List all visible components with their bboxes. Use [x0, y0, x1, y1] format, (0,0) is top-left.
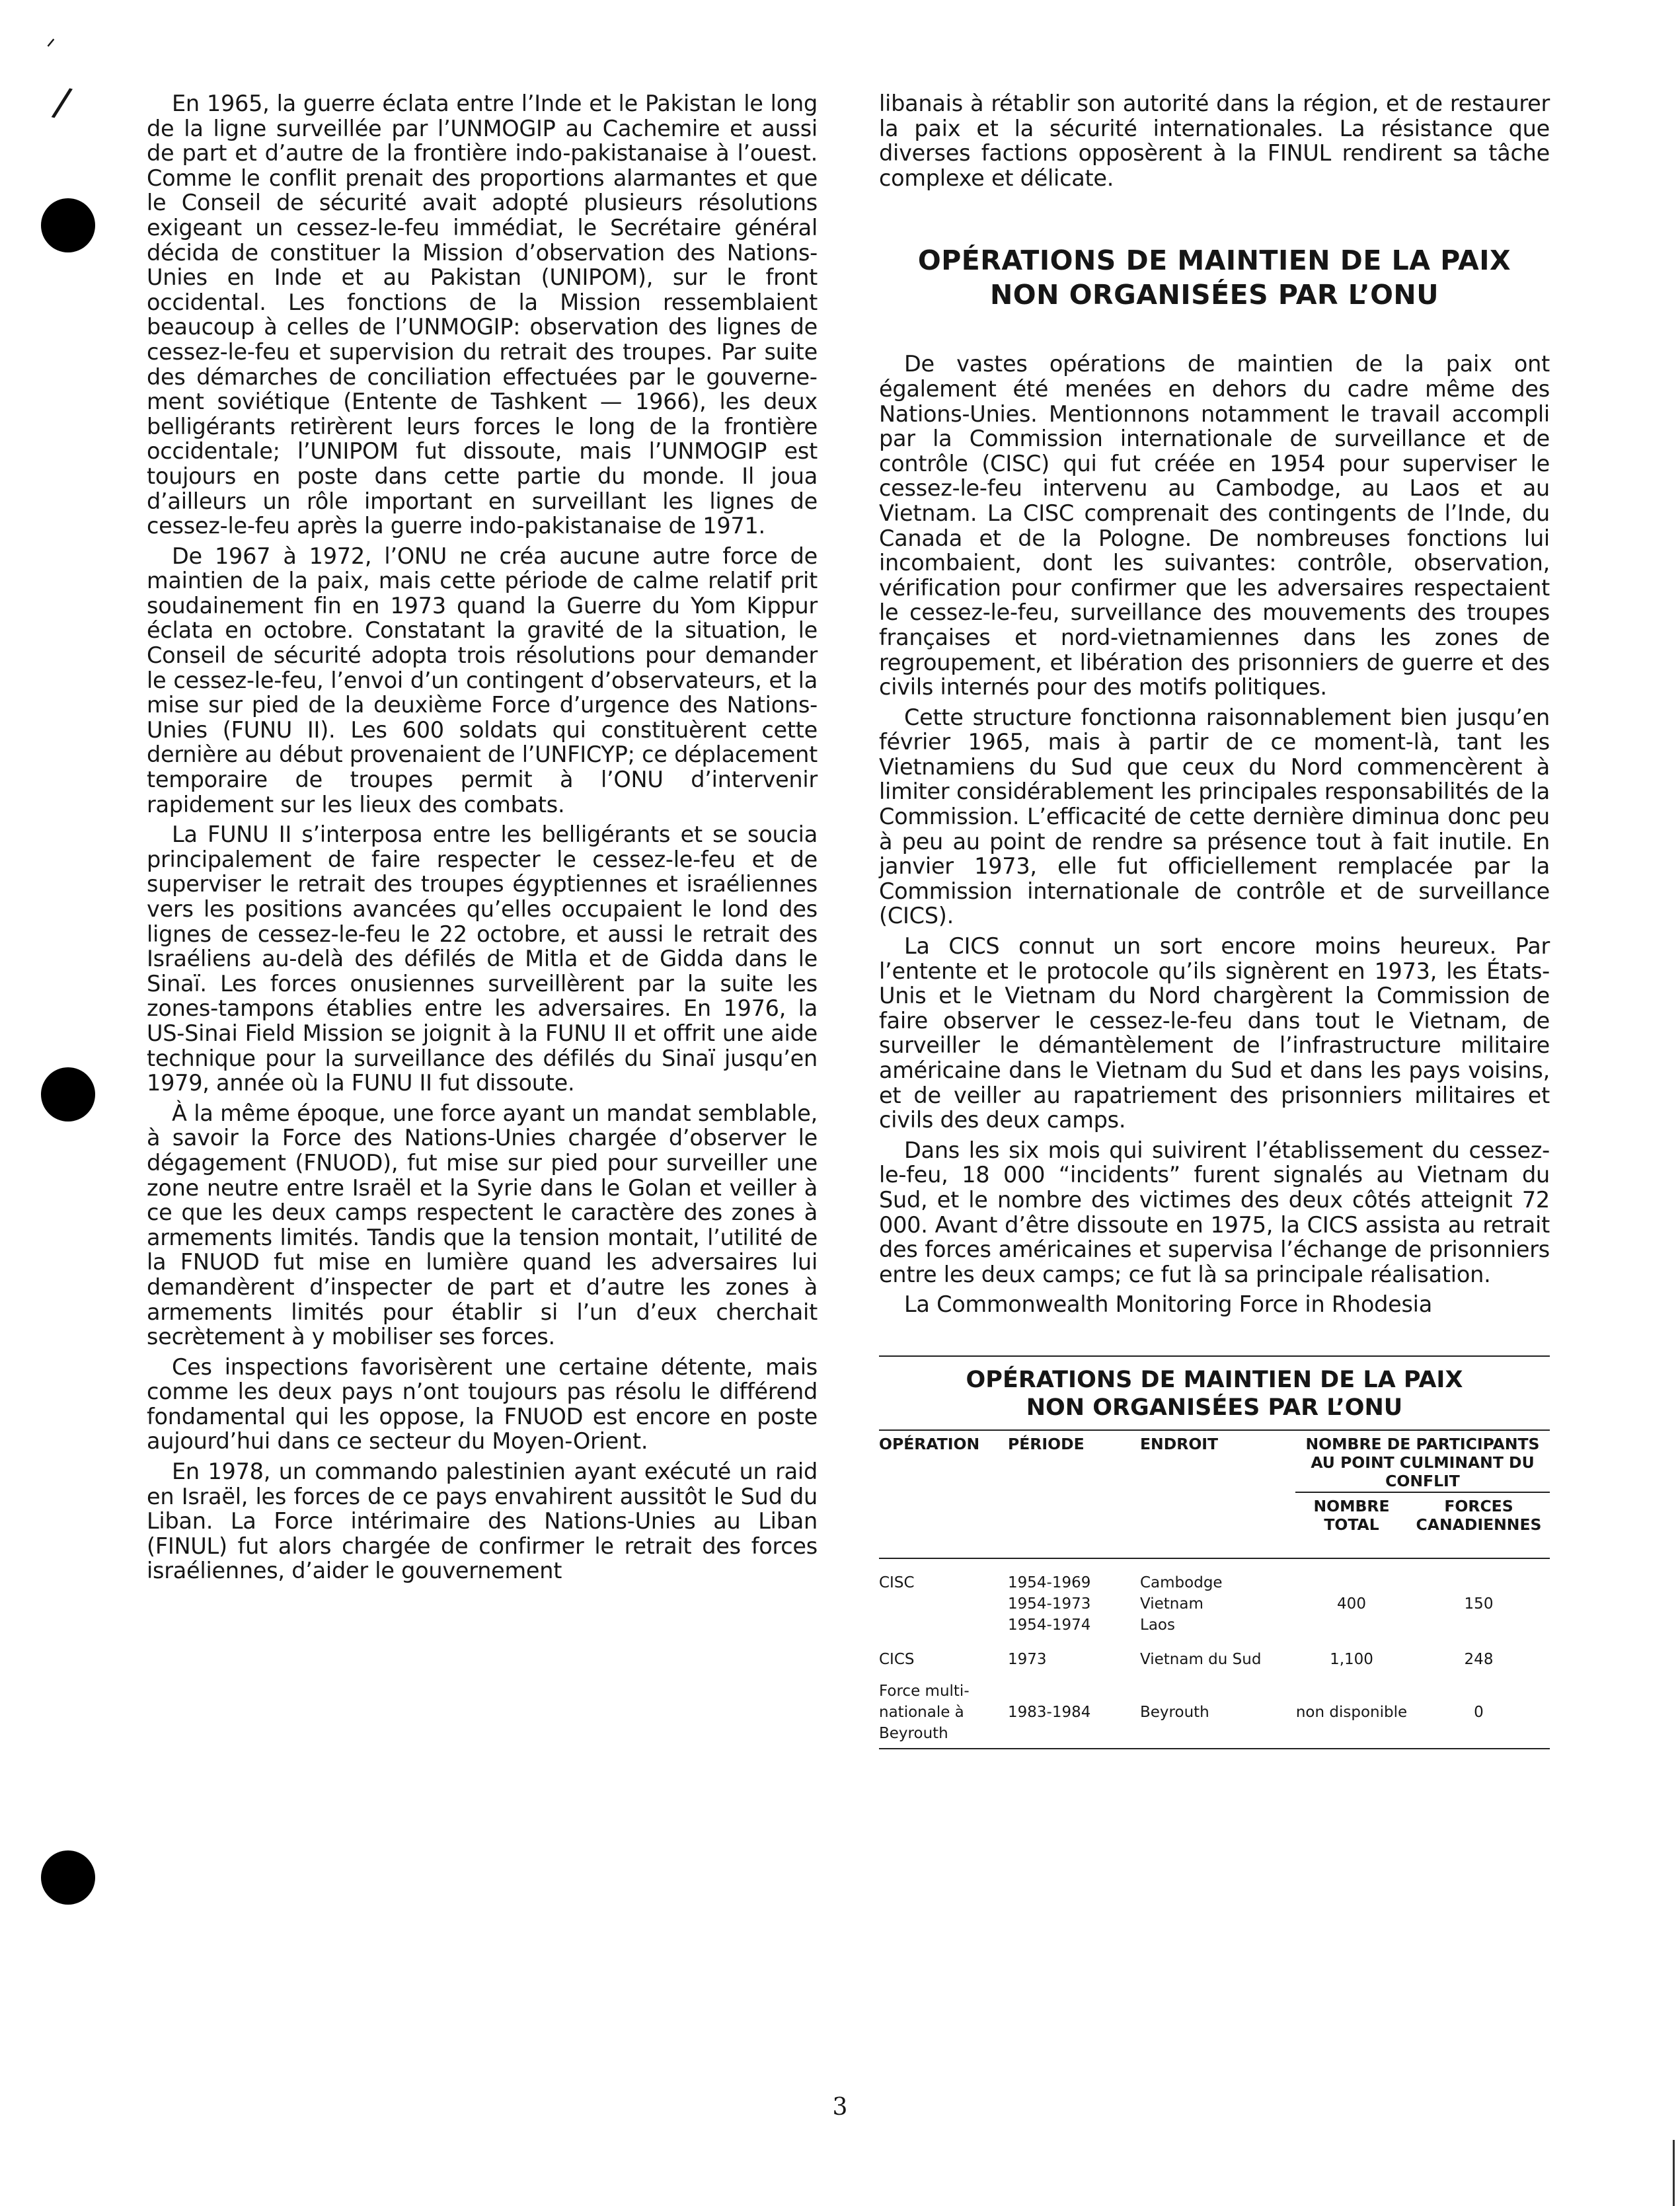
table-title-line: NON ORGANISÉES PAR L’ONU — [1026, 1394, 1403, 1421]
cell-periode: 1983-1984 — [1008, 1673, 1140, 1749]
header-forces-canadiennes: FORCES CANADIENNES — [1408, 1492, 1550, 1535]
paragraph: Dans les six mois qui suivirent l’établissement du cessez-le-feu, 18 000 “incidents” furent signalés au Vietnam du Sud, et le nombre des victimes des deux côtés atteignit 72 000. Avant d’être dissoute en 1975, la CICS assista au retrait des forces américaines et supervisa l’échange de prisonniers entre les deux camps; ce fut là sa principale réalisation. — [879, 1137, 1550, 1287]
cell-endroit: Vietnam du Sud — [1140, 1650, 1262, 1668]
punch-hole-icon — [41, 1850, 95, 1905]
cell-operation — [879, 1673, 1008, 1749]
page-number: 3 — [832, 2094, 848, 2121]
header-operation: OPÉRATION — [879, 1430, 1008, 1492]
header-participants: NOMBRE DE PARTICIPANTS AU POINT CULMINANT DU CONFLIT — [1295, 1430, 1550, 1492]
cell-line: nationale à — [879, 1703, 964, 1721]
paragraph-continuation: libanais à rétablir son autorité dans la région, et de restaurer la paix et la sécurité internationales. La résistance que diverses factions opposèrent à la FINUL rendirent sa tâche complexe et délicate. — [879, 91, 1550, 191]
cell-forces-canadiennes: 248 — [1464, 1650, 1494, 1668]
scan-edge-line — [1673, 2140, 1675, 2206]
cell-line: Cambodge — [1140, 1574, 1223, 1591]
pen-mark-icon: ᐟ — [46, 34, 56, 61]
left-column — [147, 91, 818, 1589]
cell-line: Laos — [1140, 1616, 1175, 1634]
cell-nombre-total: 1,100 — [1330, 1650, 1373, 1668]
table-top-rule — [879, 1355, 1550, 1357]
section-title-line: NON ORGANISÉES PAR L’ONU — [989, 279, 1439, 311]
header-endroit: ENDROIT — [1140, 1430, 1295, 1492]
pen-mark-icon: / — [50, 78, 75, 127]
cell-line: Force multi- — [879, 1682, 970, 1700]
cell-line: Vietnam — [1140, 1595, 1203, 1613]
cell-nombre-total: 400 — [1337, 1595, 1366, 1613]
section-title — [879, 243, 1550, 312]
table-title — [879, 1366, 1550, 1422]
cell-periode: 1973 — [1008, 1650, 1047, 1668]
cell-periode — [1008, 1558, 1140, 1638]
cell-line: 1954-1969 — [1008, 1574, 1091, 1591]
paragraph: La FUNU II s’interposa entre les belligérants et se soucia principalement de faire respecter le cessez-le-feu et de superviser le retrait des troupes égyptiennes et israéliennes vers les positions avancées qu’elles occupaient le lond des lignes de cessez-le-feu le 22 octobre, et aussi le retrait des Israéliens au-delà des défilés de Mitla et de Gidda dans le Sinaï. Les forces onusiennes surveillèrent par la suite les zones-tampons établies entre les adversaires. En 1976, la US-Sinai Field Mission se joignit à la FUNU II et offrit une aide technique pour la surveillance des défilés du Sinaï jusqu’en 1979, année où la FUNU II fut dissoute. — [147, 821, 818, 1096]
table-row — [879, 1558, 1550, 1638]
table-title-line: OPÉRATIONS DE MAINTIEN DE LA PAIX — [966, 1366, 1463, 1393]
table-row — [879, 1638, 1550, 1673]
header-periode: PÉRIODE — [1008, 1430, 1140, 1492]
cell-nombre-total: non disponible — [1295, 1673, 1408, 1749]
section-title-line: OPÉRATIONS DE MAINTIEN DE LA PAIX — [917, 245, 1511, 277]
operations-table — [879, 1429, 1550, 1749]
cell-forces-canadiennes: 150 — [1464, 1595, 1494, 1613]
paragraph: En 1978, un commando palestinien ayant exécuté un raid en Israël, les forces de ce pays envahirent aussitôt le Sud du Liban. La Force intérimaire des Nations-Unies au Liban (FINUL) fut alors chargée de confirmer le retrait des forces israéliennes, d’aider le gouvernement — [147, 1459, 818, 1584]
operations-table-box — [879, 1355, 1550, 1749]
paragraph: Cette structure fonctionna raisonnablement bien jusqu’en février 1965, mais à partir de ce moment-là, tant les Vietnamiens du Sud que ceux du Nord commencèrent à limiter considérablement les principales responsabilités de la Commission. L’efficacité de cette dernière diminua donc peu à peu au point de rendre sa présence tout à fait inutile. En janvier 1973, elle fut officiellement remplacée par la Commission internationale de contrôle et de surveillance (CICS). — [879, 704, 1550, 929]
header-nombre-total: NOMBRE TOTAL — [1295, 1492, 1408, 1535]
cell-operation: CISC — [879, 1574, 915, 1591]
paragraph: À la même époque, une force ayant un mandat semblable, à savoir la Force des Nations-Unies chargée d’observer le dégagement (FNUOD), fut mise sur pied pour surveiller une zone neutre entre Israël et la Syrie dans le Golan et veiller à ce que les deux camps respectent le caractère des zones à armements limités. Tandis que la tension montait, l’utilité de la FNUOD fut mise en lumière quand les adversaires lui demandèrent d’inspecter de part et d’autre les zones à armements limités pour établir si l’un d’eux cherchait secrètement à y mobiliser ses forces. — [147, 1100, 818, 1350]
table-row — [879, 1673, 1550, 1749]
cell-endroit — [1140, 1558, 1295, 1638]
cell-line: Beyrouth — [879, 1724, 948, 1742]
cell-forces-canadiennes: 0 — [1408, 1673, 1550, 1749]
cell-line: 1954-1974 — [1008, 1616, 1091, 1634]
paragraph: De 1967 à 1972, l’ONU ne créa aucune autre force de maintien de la paix, mais cette période de calme relatif prit soudainement fin en 1973 quand la Guerre du Yom Kippur éclata en octobre. Constatant la gravité de la situation, le Conseil de sécurité adopta trois résolutions pour demander le cessez-le-feu, l’envoi d’un contingent d’observateurs, et la mise sur pied de la deuxième Force d’urgence des Nations-Unies (FUNU II). Les 600 soldats qui constituèrent cette dernière au début provenaient de l’UNFICYP; ce déplacement temporaire de troupes permit à l’ONU d’intervenir rapidement sur les lieux des combats. — [147, 543, 818, 818]
cell-endroit: Beyrouth — [1140, 1673, 1295, 1749]
paragraph: De vastes opérations de maintien de la paix ont également été menées en dehors du cadre même des Nations-Unies. Mentionnons notamment le travail accompli par la Commission internationale de surveillance et de contrôle (CISC) qui fut créée en 1954 pour superviser le cessez-le-feu intervenu au Cambodge, au Laos et au Vietnam. La CISC comprenait des contingents de l’Inde, du Canada et de la Pologne. De nombreuses fonctions lui incombaient, dont les suivantes: contrôle, observation, vérification pour confirmer que les adversaires respectaient le cessez-le-feu, surveillance des mouvements des troupes françaises et nord-vietnamiennes dans les zones de regroupement, et libération des prisonniers de guerre et des civils internés pour des motifs politiques. — [879, 351, 1550, 701]
paragraph: La Commonwealth Monitoring Force in Rhodesia — [904, 1291, 1433, 1318]
paragraph: En 1965, la guerre éclata entre l’Inde et le Pakistan le long de la ligne surveillée par l’UNMOGIP au Cachemire et aussi de part et d’autre de la frontière indo-pakistanaise à l’ouest. Comme le conflit prenait des proportions alarmantes et que le Conseil de sécurité avait adopté plusieurs résolutions exigeant un cessez-le-feu immédiat, le Secrétaire général décida de constituer la Mission d’observation des Nations-Unies en Inde et au Pakistan (UNIPOM), sur le front occidental. Les fonctions de la Mission ressemblaient beaucoup à celles de l’UNMOGIP: observation des lignes de cessez-le-feu et supervision du retrait des troupes. Par suite des démarches de conciliation effectuées par le gouvernement soviétique (Entente de Tashkent — 1966), les deux belligérants retirèrent leurs forces le long de la frontière occidentale; l’UNIPOM fut dissoute, mais l’UNMOGIP est toujours en poste dans cette partie du monde. Il joua d’ailleurs un rôle important en surveillant les lignes de cessez-le-feu après la guerre indo-pakistanaise de 1971. — [147, 91, 818, 539]
punch-hole-icon — [41, 1067, 95, 1122]
cell-line: 1954-1973 — [1008, 1595, 1091, 1613]
punch-hole-icon — [41, 198, 95, 252]
paragraph: Ces inspections favorisèrent une certaine détente, mais comme les deux pays n’ont toujours pas résolu le différend fondamental qui les oppose, la FNUOD est encore en poste aujourd’hui dans ce secteur du Moyen-Orient. — [147, 1353, 818, 1455]
right-column — [879, 91, 1550, 1749]
paragraph: La CICS connut un sort encore moins heureux. Par l’entente et le protocole qu’ils signèrent en 1973, les États-Unis et le Vietnam du Nord chargèrent la Commission de faire observer le cessez-le-feu dans tout le Vietnam, de surveiller le démantèlement de l’infrastructure militaire américaine dans le Vietnam du Sud et dans les pays voisins, et de veiller au rapatriement des prisonniers militaires et civils des deux camps. — [879, 933, 1550, 1133]
cell-operation: CICS — [879, 1650, 915, 1668]
